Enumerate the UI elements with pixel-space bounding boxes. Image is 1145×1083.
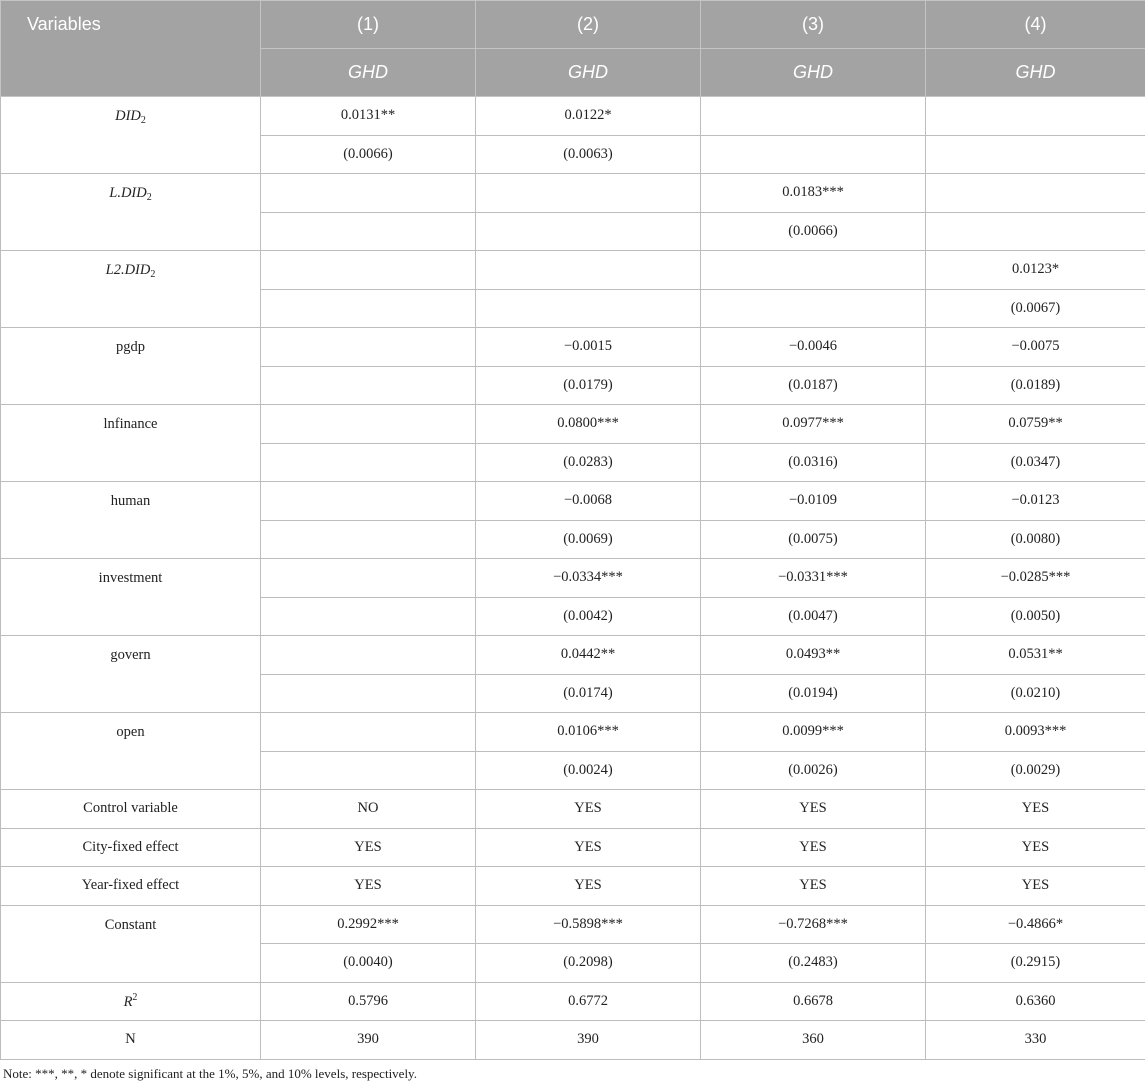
value-cell: 0.6360 [926,982,1145,1021]
se-cell: (0.0189) [926,366,1145,405]
se-cell [261,674,476,713]
row-label-open: open [1,713,261,790]
row-label-text: DID [115,108,141,124]
se-cell [476,212,701,251]
coef-cell: −0.0046 [701,328,926,367]
se-cell: (0.2915) [926,944,1145,983]
value-cell: YES [926,790,1145,829]
se-cell: (0.2483) [701,944,926,983]
row-label-l2did2 [1,251,261,328]
coef-cell: 0.0531** [926,636,1145,675]
se-cell: (0.0210) [926,674,1145,713]
value-cell: 360 [701,1021,926,1060]
coef-cell [261,328,476,367]
coef-cell: 0.0493** [701,636,926,675]
variables-header: Variables [1,1,261,97]
depvar-header-3: GHD [701,49,926,97]
coef-cell [926,174,1145,213]
coef-cell: −0.0331*** [701,559,926,598]
table-header [1,1,1145,97]
coef-cell: 0.0099*** [701,713,926,752]
coef-cell: 0.0123* [926,251,1145,290]
se-cell [261,443,476,482]
se-cell: (0.0347) [926,443,1145,482]
table-row-ldid2-coef [1,174,1145,213]
se-cell: (0.0187) [701,366,926,405]
se-cell [926,135,1145,174]
se-cell [261,751,476,790]
table-footnote: Note: ***, **, * denote significant at the 1%, 5%, and 10% levels, respectively. [3,1066,417,1081]
value-cell: YES [701,828,926,867]
table-row-open-coef [1,713,1145,752]
coef-cell [261,482,476,521]
row-label-did2 [1,97,261,174]
table-row-pgdp-coef [1,328,1145,367]
value-cell: YES [476,790,701,829]
column-header-1: (1) [261,1,476,49]
value-cell: YES [701,867,926,906]
value-cell: 0.5796 [261,982,476,1021]
depvar-header-4: GHD [926,49,1145,97]
coef-cell: −0.5898*** [476,905,701,944]
header-row-columns [1,1,1145,49]
coef-cell: −0.0334*** [476,559,701,598]
table-row-did2-coef [1,97,1145,136]
se-cell [261,597,476,636]
se-cell [261,520,476,559]
row-label-cityfe: City-fixed effect [1,828,261,867]
row-label-text: R [123,993,133,1010]
coef-cell: 0.0183*** [701,174,926,213]
coef-cell: 0.0800*** [476,405,701,444]
row-label-yearfe: Year-fixed effect [1,867,261,906]
table-row-cityfe [1,828,1145,867]
table-row-investment-coef [1,559,1145,598]
se-cell: (0.0040) [261,944,476,983]
row-label-control: Control variable [1,790,261,829]
value-cell: 390 [261,1021,476,1060]
coef-cell: 0.2992*** [261,905,476,944]
se-cell [926,212,1145,251]
se-cell: (0.0179) [476,366,701,405]
coef-cell [476,251,701,290]
table-row-l2did2-coef [1,251,1145,290]
se-cell: (0.0075) [701,520,926,559]
value-cell: YES [926,828,1145,867]
se-cell: (0.2098) [476,944,701,983]
se-cell: (0.0069) [476,520,701,559]
se-cell [261,212,476,251]
row-label-superscript: 2 [132,991,138,1003]
row-label-subscript: 2 [140,115,146,126]
depvar-header-2: GHD [476,49,701,97]
value-cell: YES [261,828,476,867]
se-cell [261,289,476,328]
coef-cell [261,559,476,598]
table-row-control [1,790,1145,829]
se-cell: (0.0080) [926,520,1145,559]
se-cell: (0.0050) [926,597,1145,636]
se-cell: (0.0047) [701,597,926,636]
coef-cell: −0.0285*** [926,559,1145,598]
coef-cell [261,405,476,444]
row-label-text: L.DID [109,185,147,201]
se-cell [701,135,926,174]
column-header-4: (4) [926,1,1145,49]
depvar-header-1: GHD [261,49,476,97]
coef-cell: 0.0093*** [926,713,1145,752]
coef-cell [261,174,476,213]
coef-cell: 0.0122* [476,97,701,136]
value-cell: NO [261,790,476,829]
value-cell: 390 [476,1021,701,1060]
value-cell: YES [261,867,476,906]
se-cell: (0.0063) [476,135,701,174]
coef-cell: 0.0977*** [701,405,926,444]
coef-cell [261,251,476,290]
coef-cell [701,97,926,136]
se-cell [701,289,926,328]
coef-cell [476,174,701,213]
table-row-govern-coef [1,636,1145,675]
coef-cell: 0.0442** [476,636,701,675]
value-cell: 330 [926,1021,1145,1060]
row-label-lnfinance: lnfinance [1,405,261,482]
coef-cell: −0.0075 [926,328,1145,367]
row-label-r2 [1,982,261,1021]
row-label-investment: investment [1,559,261,636]
coef-cell: −0.0109 [701,482,926,521]
column-header-2: (2) [476,1,701,49]
column-header-3: (3) [701,1,926,49]
coef-cell: −0.0068 [476,482,701,521]
row-label-ldid2 [1,174,261,251]
row-label-n: N [1,1021,261,1060]
value-cell: YES [476,867,701,906]
row-label-govern: govern [1,636,261,713]
se-cell: (0.0316) [701,443,926,482]
coef-cell: −0.4866* [926,905,1145,944]
se-cell: (0.0174) [476,674,701,713]
table-row-human-coef [1,482,1145,521]
se-cell: (0.0024) [476,751,701,790]
value-cell: 0.6772 [476,982,701,1021]
row-label-subscript: 2 [146,192,152,203]
se-cell: (0.0042) [476,597,701,636]
row-label-constant: Constant [1,905,261,982]
value-cell: YES [926,867,1145,906]
row-label-text: L2.DID [105,262,151,278]
se-cell: (0.0283) [476,443,701,482]
coef-cell: 0.0106*** [476,713,701,752]
coef-cell: −0.7268*** [701,905,926,944]
se-cell: (0.0026) [701,751,926,790]
coef-cell: −0.0123 [926,482,1145,521]
coef-cell [926,97,1145,136]
value-cell: YES [701,790,926,829]
value-cell: 0.6678 [701,982,926,1021]
table-row-constant-coef [1,905,1145,944]
table-row-r2 [1,982,1145,1021]
value-cell: YES [476,828,701,867]
coef-cell [261,636,476,675]
table-body [1,97,1145,1060]
se-cell [261,366,476,405]
row-label-human: human [1,482,261,559]
se-cell: (0.0067) [926,289,1145,328]
row-label-pgdp: pgdp [1,328,261,405]
se-cell: (0.0194) [701,674,926,713]
coef-cell: 0.0759** [926,405,1145,444]
table-row-yearfe [1,867,1145,906]
coef-cell: −0.0015 [476,328,701,367]
coef-cell: 0.0131** [261,97,476,136]
table-row-n [1,1021,1145,1060]
table-row-lnfinance-coef [1,405,1145,444]
se-cell [476,289,701,328]
coef-cell [701,251,926,290]
se-cell: (0.0066) [701,212,926,251]
row-label-subscript: 2 [150,269,156,280]
se-cell: (0.0066) [261,135,476,174]
coef-cell [261,713,476,752]
se-cell: (0.0029) [926,751,1145,790]
